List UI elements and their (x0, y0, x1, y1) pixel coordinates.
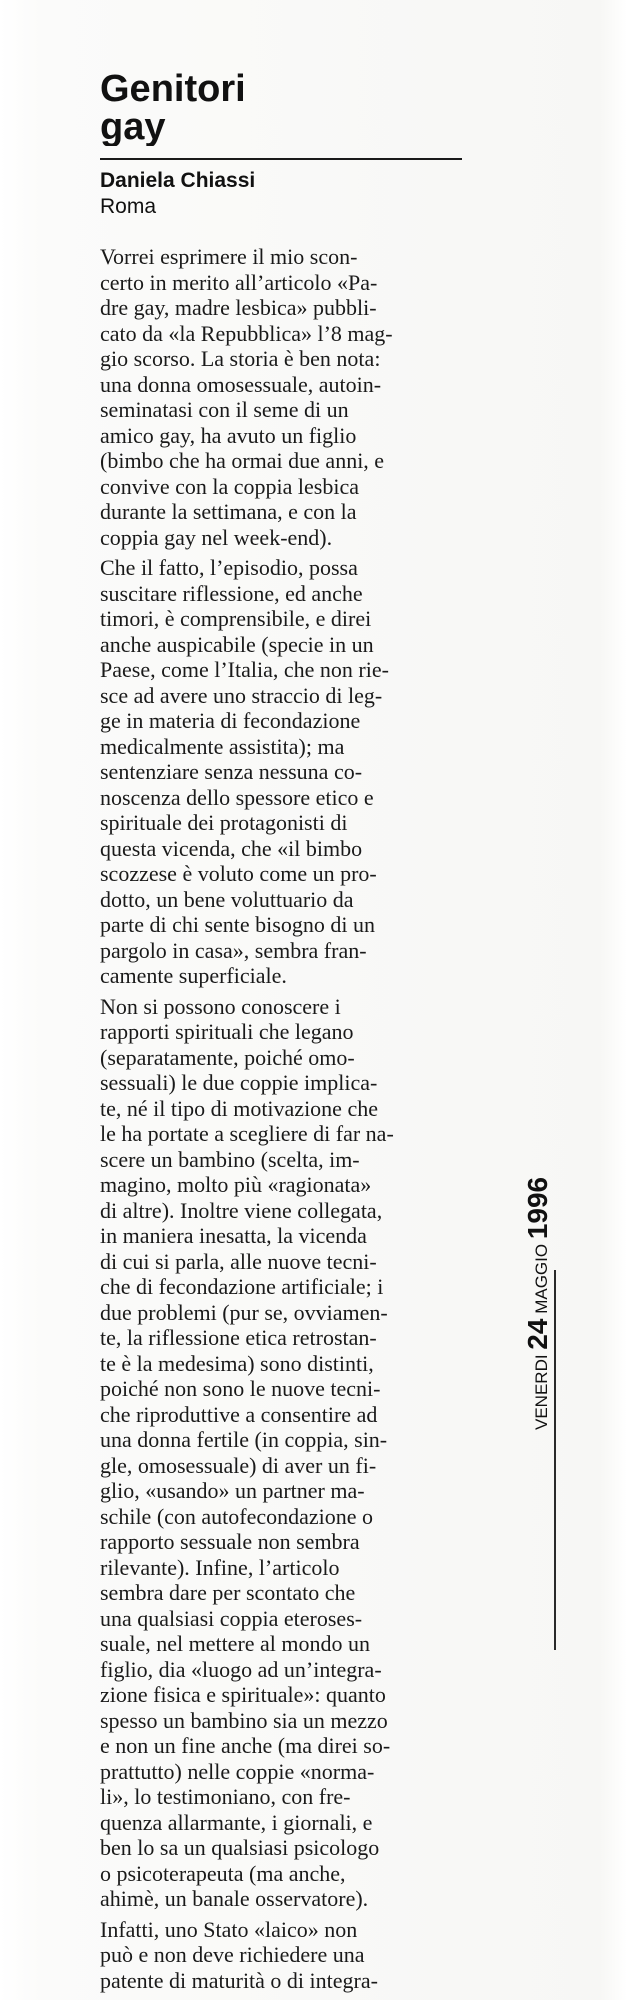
headline (100, 70, 460, 146)
article-line: zione fisica e spirituale»: quanto (100, 1682, 386, 1707)
article-line: spesso un bambino sia un mezzo (100, 1707, 388, 1733)
article-line: schile (con autofecondazione o (100, 1503, 374, 1529)
article-line: e non un fine anche (ma direi so- (100, 1733, 391, 1758)
article-line: pargolo in casa», sembra fran- (100, 937, 367, 963)
article-line: prattutto) nelle coppie «norma- (100, 1758, 375, 1784)
headline-rule (100, 158, 462, 160)
article-line: Che il fatto, l’episodio, possa (100, 555, 358, 580)
article-body (100, 244, 456, 1998)
article-paragraph (100, 994, 456, 1912)
article-line: che riproduttive a consentire ad (100, 1401, 378, 1427)
article-line: una qualsiasi coppia eteroses- (100, 1605, 363, 1631)
article-line: suale, nel mettere al mondo un (100, 1631, 371, 1656)
article-line: di altre). Inoltre viene collegata, (100, 1197, 383, 1223)
article-line: scere un bambino (scelta, im- (100, 1146, 360, 1172)
article-line: te, né il tipo di motivazione che (100, 1095, 378, 1121)
article-line: una donna fertile (in coppia, sin- (100, 1427, 388, 1452)
article-line: Non si possono conoscere i (100, 993, 341, 1019)
article-line: le ha portate a scegliere di far na- (100, 1121, 394, 1146)
article-line: quenza allarmante, i giornali, e (100, 1809, 373, 1835)
article-line: rapporto sessuale non sembra (100, 1529, 360, 1554)
article-line: di cui si parla, alle nuove tecni- (100, 1248, 377, 1274)
dateline-date-number: 24 (522, 1318, 553, 1350)
article-line: (separatamente, poiché omo- (100, 1044, 355, 1070)
article-line: timori, è comprensibile, e direi (100, 606, 372, 631)
article-line: gio scorso. La storia è ben nota: (100, 346, 381, 371)
article-line: in maniera inesatta, la vicenda (100, 1223, 367, 1248)
article-line: figlio, dia «luogo ad un’integra- (100, 1656, 382, 1682)
dateline-day: VENERDI (532, 1354, 551, 1430)
headline-line-1: Genitori (100, 70, 246, 108)
article-line: sembra dare per scontato che (100, 1580, 356, 1605)
article-line: amico gay, ha avuto un figlio (100, 422, 357, 448)
article-paragraph (100, 244, 456, 550)
article-line: coppia gay nel week-end). (100, 524, 333, 550)
article-line: suscitare riflessione, ed anche (100, 580, 363, 606)
article-line: gle, omosessuale) di aver un fi- (100, 1452, 377, 1478)
article-paragraph (100, 555, 456, 989)
article-line: una donna omosessuale, autoin- (100, 371, 382, 397)
article-line: durante la settimana, e con la (100, 499, 357, 524)
article-line: cato da «la Repubblica» l’8 mag- (100, 320, 393, 346)
article-line: te, la riflessione etica retrostan- (100, 1325, 377, 1350)
article-line: scozzese è voluto come un pro- (100, 861, 377, 886)
article-line: rapporti spirituali che legano (100, 1019, 354, 1044)
article-line: certo in merito all’articolo «Pa- (100, 269, 378, 295)
article-line: anche auspicabile (specie in un (100, 631, 374, 657)
article-line: sce ad avere uno straccio di leg- (100, 682, 383, 708)
dateline-month: MAGGIO (532, 1243, 551, 1314)
dateline-year: 1996 (522, 1176, 553, 1240)
article-line: Vorrei esprimere il mio scon- (100, 244, 358, 269)
article-line: ge in materia di fecondazione (100, 708, 361, 733)
article-line: seminatasi con il seme di un (100, 397, 349, 422)
article-line: parte di chi sente bisogno di un (100, 912, 375, 937)
article-line: li», lo testimoniano, con fre- (100, 1784, 351, 1809)
headline-line-2: gay (100, 108, 166, 146)
article-line: rilevante). Infine, l’articolo (100, 1554, 340, 1580)
article-line: sessuali) le due coppie implica- (100, 1070, 378, 1095)
article-line: può e non deve richiedere una (100, 1942, 365, 1967)
article-line: o psicoterapeuta (ma anche, (100, 1860, 346, 1886)
article-line: noscenza dello spessore etico e (100, 784, 374, 810)
article-line: camente superficiale. (100, 963, 287, 988)
article-line: glio, «usando» un partner ma- (100, 1478, 365, 1503)
article-line: medicalmente assistita); ma (100, 733, 345, 759)
article-line: spirituale dei protagonisti di (100, 810, 348, 835)
article-line: due problemi (pur se, ovviamen- (100, 1299, 388, 1325)
author-city: Roma (100, 195, 157, 218)
article-line: Paese, come l’Italia, che non rie- (100, 657, 389, 682)
article-line: ahimè, un banale osservatore). (100, 1886, 369, 1911)
article-line: te è la medesima) sono distinti, (100, 1350, 374, 1376)
author-name: Daniela Chiassi (100, 169, 256, 192)
article-line: questa vicenda, che «il bimbo (100, 835, 363, 861)
article-line: che di fecondazione artificiale; i (100, 1274, 384, 1299)
article-line: dre gay, madre lesbica» pubbli- (100, 295, 377, 320)
article-line: (bimbo che ha ormai due anni, e (100, 448, 385, 473)
article-line: magino, molto più «ragionata» (100, 1172, 372, 1197)
article-line: Infatti, uno Stato «laico» non (100, 1916, 358, 1942)
article-line: sentenziare senza nessuna co- (100, 759, 363, 784)
article-paragraph (100, 1917, 456, 1994)
article-line: dotto, un bene voluttuario da (100, 886, 354, 912)
article-line: ben lo sa un qualsiasi psicologo (100, 1835, 380, 1860)
article-line: patente di maturità o di integra- (100, 1967, 378, 1993)
article-line: poiché non sono le nuove tecni- (100, 1376, 381, 1401)
article-line: convive con la coppia lesbica (100, 473, 360, 499)
dateline-rule (554, 1270, 556, 1650)
